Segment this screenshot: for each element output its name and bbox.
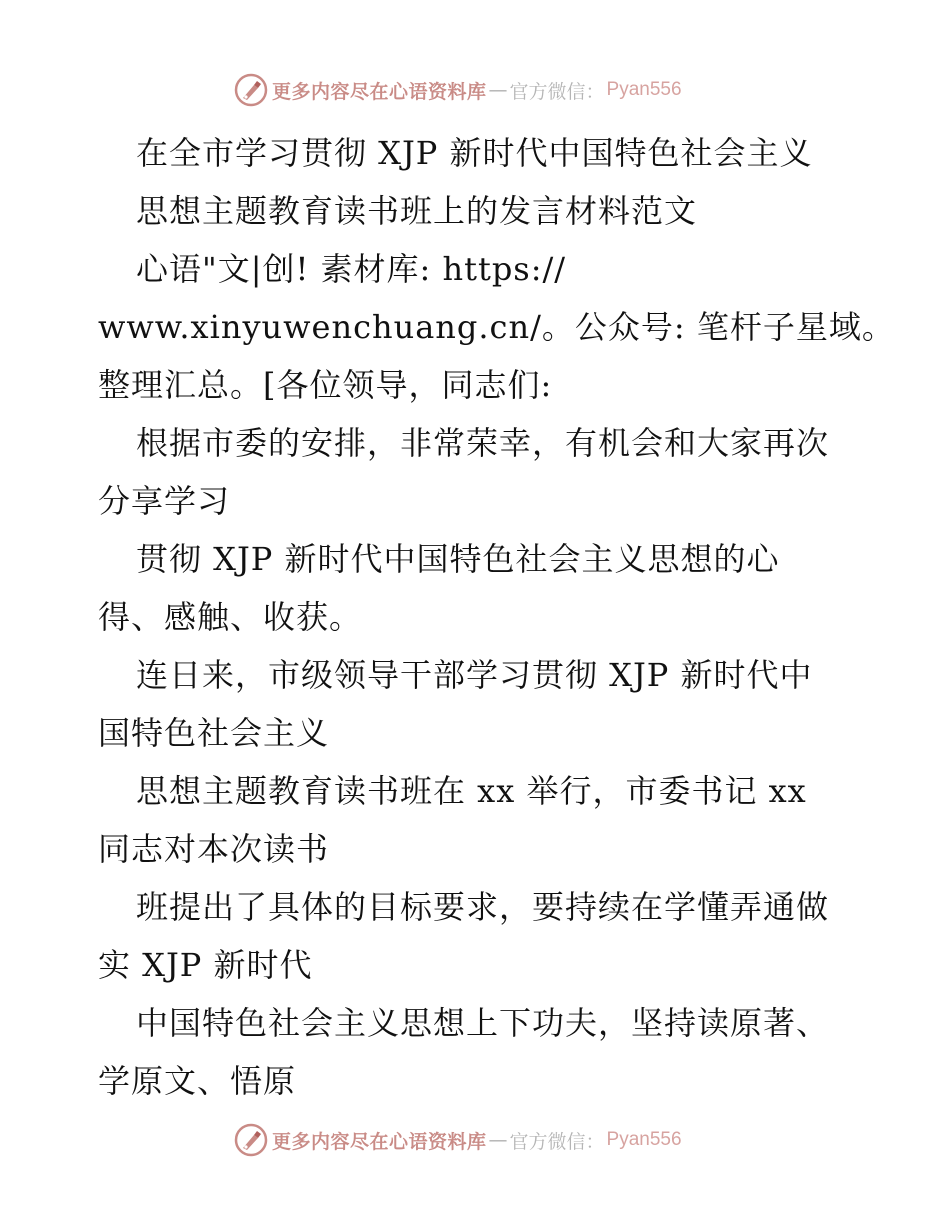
paragraph-line: 思想主题教育读书班在 xx 举行，市委书记 xx [136,772,807,810]
paragraph-line: 国特色社会主义 [98,714,330,752]
source-line-1: 心语"文|创! 素材库: https:// [136,250,567,288]
title-line-1: 在全市学习贯彻 XJP 新时代中国特色社会主义 [136,134,813,172]
pen-nib-logo-icon [234,1123,268,1157]
paragraph-line: 同志对本次读书 [98,830,330,868]
paragraph-line: 实 XJP 新时代 [98,946,313,984]
footer-banner [234,1122,682,1158]
banner-dash: — [488,1129,508,1151]
banner-wechat-id: Pyan556 [606,79,682,100]
title-line-2: 思想主题教育读书班上的发言材料范文 [136,192,698,230]
banner-main-text: 更多内容尽在心语资料库 [272,80,487,103]
paragraph-line: 得、感触、收获。 [98,598,363,636]
banner-wechat-label: 官方微信： [509,80,605,103]
banner-dash: — [488,79,508,101]
paragraph-line: 学原文、悟原 [98,1062,297,1100]
salutation-line: 整理汇总。[各位领导，同志们: [98,366,553,404]
document-body [98,124,895,1110]
header-banner [234,72,682,108]
banner-wechat-label: 官方微信： [509,1130,605,1153]
source-line-2: www.xinyuwenchuang.cn/。公众号: 笔杆子星域。 [98,308,895,346]
paragraph-line: 贯彻 XJP 新时代中国特色社会主义思想的心 [136,540,780,578]
paragraph-line: 中国特色社会主义思想上下功夫，坚持读原著、 [136,1004,830,1042]
pen-nib-logo-icon [234,73,268,107]
paragraph-line: 根据市委的安排，非常荣幸，有机会和大家再次 [136,424,830,462]
banner-main-text: 更多内容尽在心语资料库 [272,1130,487,1153]
paragraph-line: 班提出了具体的目标要求，要持续在学懂弄通做 [136,888,830,926]
banner-wechat-id: Pyan556 [606,1129,682,1150]
paragraph-line: 分享学习 [98,482,231,520]
paragraph-line: 连日来，市级领导干部学习贯彻 XJP 新时代中 [136,656,813,694]
